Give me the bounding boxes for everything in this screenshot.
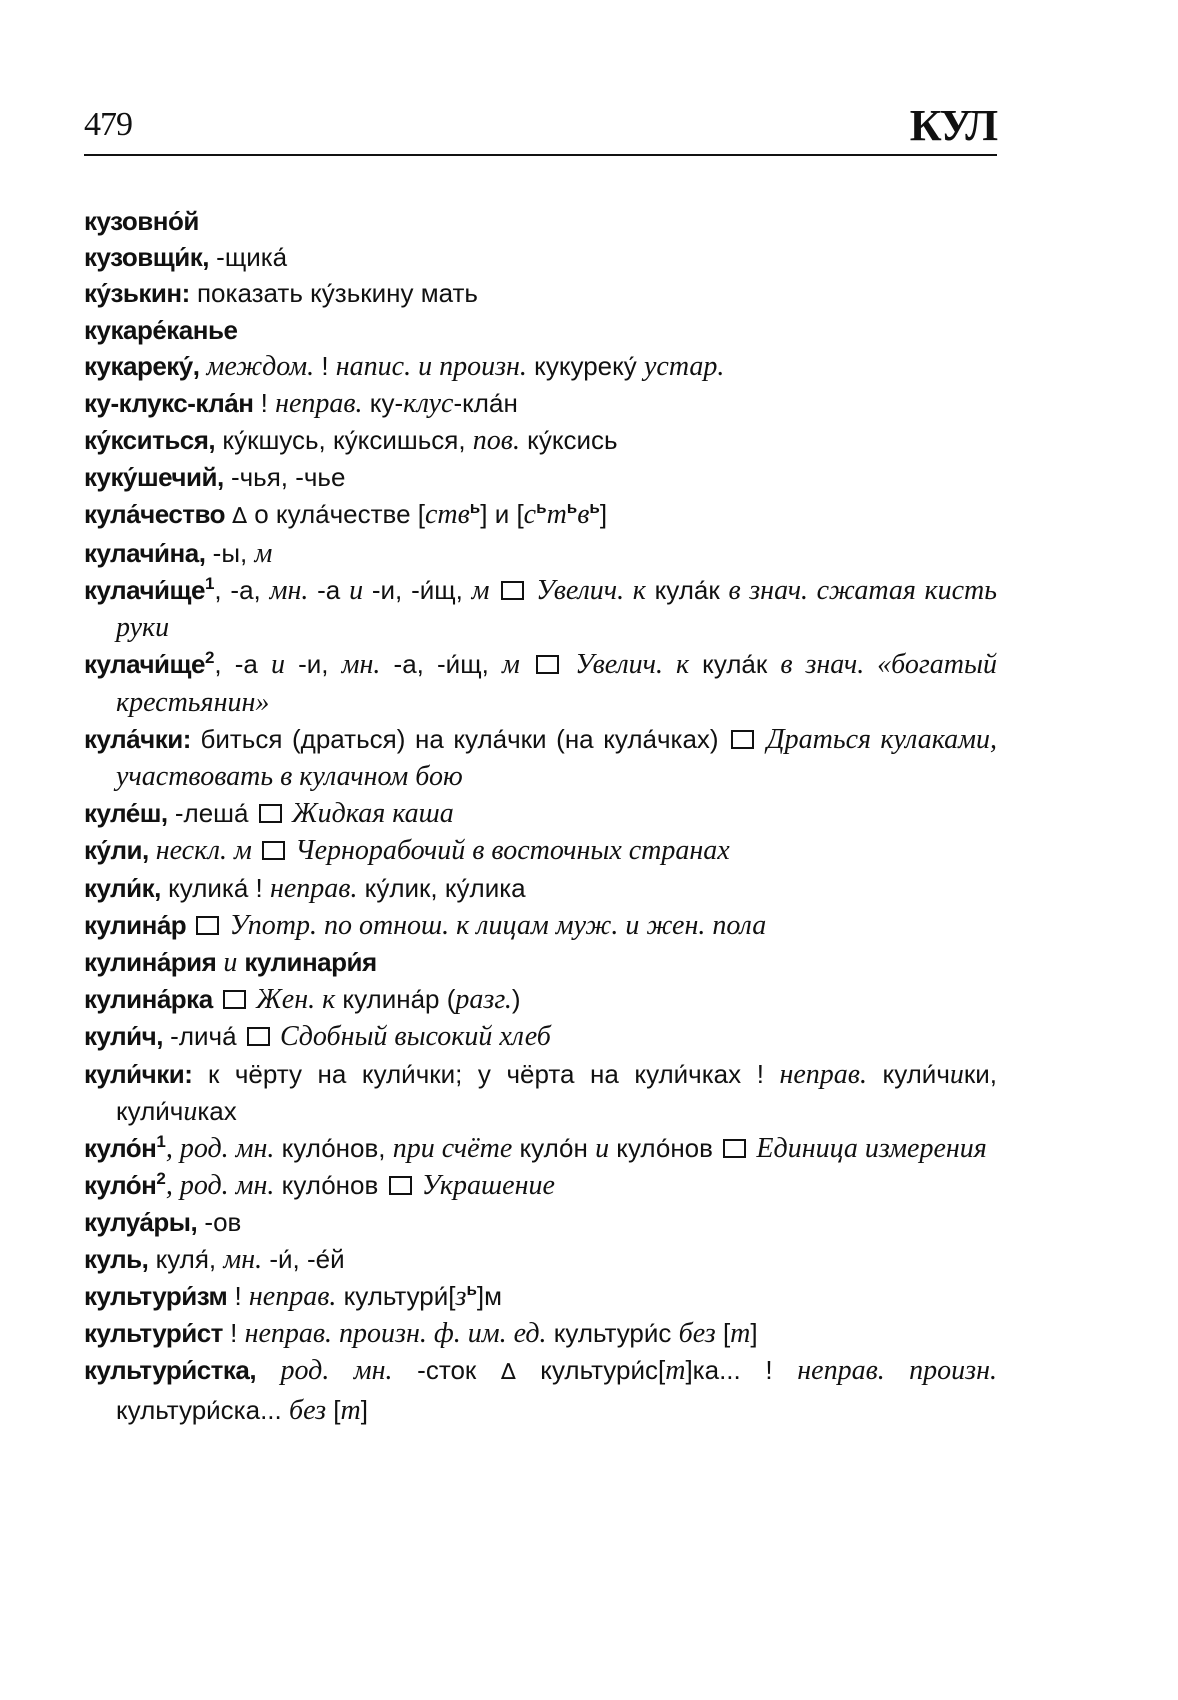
entry-text: культури́с[: [515, 1355, 666, 1386]
entry-text: -и́, -е́й: [262, 1243, 345, 1274]
entry-text: -лича́: [162, 1021, 237, 1052]
superscript: ь: [566, 497, 578, 517]
headword: кула́чки:: [84, 723, 191, 754]
italic-note: неправ.: [779, 1058, 867, 1090]
running-head: КУЛ: [909, 101, 997, 150]
entry-text: ку́кшусь, ку́ксишься,: [215, 425, 473, 456]
dictionary-entry-kulturizm: [84, 1278, 997, 1315]
italic-note: в знач. сжатая кисть руки: [116, 575, 998, 644]
entry-text: кулика́ !: [160, 872, 270, 903]
dictionary-entry-kukarekanye: [84, 312, 997, 348]
italic-note: неправ.: [275, 388, 363, 420]
italic-note: Увелич. к: [575, 649, 690, 681]
dictionary-entry-kulturistka: [84, 1352, 997, 1428]
entry-text: биться (драться) на кула́чки (на кула́чках): [190, 723, 719, 754]
dictionary-entry-ku-kluks-klan: [84, 385, 997, 422]
square-box-icon: [259, 804, 282, 823]
italic-note: междом.: [199, 350, 315, 382]
entry-text: ку-: [362, 388, 404, 419]
italic-note: неправ.: [269, 872, 358, 904]
entry-text: ку́лик, ку́лика: [357, 872, 526, 903]
dictionary-entry-kukushechiy: [84, 459, 997, 495]
headword: ку́кситься,: [84, 425, 216, 456]
entry-text: куло́нов,: [274, 1133, 393, 1164]
headword: кулуа́ры,: [84, 1207, 198, 1238]
entry-text: ]: [360, 1394, 368, 1425]
italic-note: неправ. произн. ф. им. ед.: [244, 1318, 547, 1350]
headword: куло́н: [84, 1133, 157, 1164]
italic-note: Украшение: [421, 1170, 555, 1202]
dictionary-entry-kulachina: [84, 535, 997, 572]
headword: культури́ст: [84, 1318, 223, 1349]
italic-note: род. мн.: [256, 1355, 393, 1387]
italic-note: Единица измерения: [756, 1133, 987, 1165]
dictionary-entry-kulich: [84, 1018, 997, 1055]
headword: кукареку́,: [84, 350, 200, 381]
italic-note: , род. мн.: [165, 1170, 275, 1202]
entry-text: [: [715, 1318, 731, 1349]
header-rule: [84, 154, 997, 156]
italic-note: при счёте: [392, 1133, 513, 1165]
headword: кули́к,: [84, 872, 161, 903]
entry-text: ]: [599, 498, 608, 529]
headword: кулачи́на,: [84, 537, 206, 568]
italic-note: м: [471, 575, 490, 607]
entry-text: ] и [: [480, 498, 524, 529]
entry-text: -ов: [197, 1207, 242, 1238]
entry-text: показать ку́зькину мать: [189, 278, 478, 309]
italic-note: Жен. к: [256, 984, 336, 1016]
entry-text: ]: [750, 1318, 758, 1349]
italic-note: в знач. «богатый крестьянин»: [116, 649, 997, 718]
italic-note: Чернорабочий в восточных странах: [295, 835, 730, 867]
italic-note: , род. мн.: [165, 1133, 275, 1165]
headword: кулина́рка: [84, 984, 213, 1015]
entry-text: ]ка... !: [685, 1355, 798, 1386]
headword: кузовщи́к,: [84, 242, 209, 273]
italic-note: и: [949, 1058, 964, 1090]
square-box-icon: [196, 916, 219, 935]
dictionary-entry-kulturist: [84, 1315, 997, 1352]
dictionary-entry-kulinar: [84, 907, 997, 944]
italic-note: и: [595, 1133, 610, 1165]
italic-note: и: [183, 1095, 198, 1127]
dictionary-entry-kuzovshchik: [84, 239, 997, 275]
dictionary-entry-kulinariya: [84, 944, 997, 981]
entry-text: кула́к: [645, 575, 729, 606]
italic-note: з: [455, 1280, 467, 1312]
entry-text: !: [314, 350, 336, 381]
entry-text: кула́к: [689, 649, 781, 680]
entry-text: ку́ксись: [519, 425, 618, 456]
headword: культури́зм: [84, 1280, 228, 1311]
triangle-icon: ∆: [232, 503, 247, 529]
dictionary-entry-kuksitsya: [84, 422, 997, 459]
entry-text: культури́[: [336, 1280, 456, 1311]
entry-text: -а, -и́щ,: [380, 649, 502, 680]
entry-text: о кула́честве [: [247, 498, 425, 529]
square-box-icon: [247, 1027, 270, 1046]
italic-note: м: [501, 649, 520, 681]
entry-text: -сток: [392, 1355, 501, 1386]
entry-text: ки, кули́ч: [116, 1058, 997, 1126]
italic-note: с: [523, 498, 537, 530]
square-box-icon: [223, 990, 246, 1009]
triangle-icon: ∆: [500, 1360, 516, 1386]
dictionary-entry-kuluary: [84, 1204, 997, 1240]
headword: кули́чки:: [84, 1058, 193, 1089]
square-box-icon: [731, 730, 754, 749]
headword: куле́ш,: [84, 798, 168, 829]
italic-note: неправ.: [248, 1280, 337, 1312]
italic-note: Употр. по отнош. к лицам муж. и жен. пола: [229, 909, 767, 941]
headword: куль,: [84, 1243, 149, 1274]
italic-note: и: [271, 649, 285, 681]
italic-note: в: [577, 498, 590, 530]
dictionary-entry-kukareku: [84, 348, 997, 385]
superscript: 2: [204, 648, 215, 668]
italic-note: Увелич. к: [536, 575, 646, 607]
entry-text: к чёрту на кули́чки; у чёрта на кули́чках !: [192, 1058, 780, 1089]
entry-text: куло́н: [512, 1133, 596, 1164]
entry-text: -и, -и́щ,: [363, 575, 472, 606]
superscript: 1: [156, 1132, 166, 1152]
superscript: ь: [589, 497, 600, 517]
superscript: ь: [469, 497, 481, 517]
dictionary-entry-kulachestvo: [84, 496, 997, 535]
entry-text: куло́нов: [609, 1133, 713, 1164]
superscript: ь: [536, 497, 547, 517]
dictionary-entry-kulachki: [84, 721, 997, 795]
dictionary-entry-kulon-1: [84, 1130, 997, 1167]
page-header: [84, 100, 997, 156]
dictionary-entry-kulik: [84, 870, 997, 907]
dictionary-entry-kul: [84, 1241, 997, 1278]
entry-text: кулина́р (: [335, 984, 456, 1015]
entry-text: !: [222, 1318, 245, 1349]
dictionary-entry-kulesh: [84, 795, 997, 832]
entry-text: [: [326, 1394, 341, 1425]
entry-text: -щика́: [208, 242, 288, 273]
entry-text: , -а,: [214, 575, 270, 606]
headword: кулинари́я: [244, 947, 377, 978]
square-box-icon: [262, 841, 285, 860]
headword: кукаре́канье: [84, 314, 238, 345]
headword: кулачи́ще: [84, 575, 205, 606]
dictionary-entries: [84, 203, 997, 1429]
headword: кула́чество: [84, 498, 226, 529]
entry-text: -кла́н: [453, 388, 518, 419]
italic-note: Жидкая каша: [291, 798, 454, 830]
entry-text: -и,: [285, 649, 342, 680]
dictionary-entry-kuzkin: [84, 275, 997, 311]
italic-note: мн.: [223, 1243, 263, 1275]
entry-text: ): [511, 984, 521, 1015]
entry-text: -леша́: [167, 798, 249, 829]
entry-text: кули́ч: [866, 1058, 950, 1089]
italic-note: клус: [403, 388, 454, 420]
entry-text: ках: [197, 1095, 237, 1126]
page-number: 479: [84, 106, 132, 143]
entry-text: !: [227, 1280, 249, 1311]
entry-text: ]м: [476, 1280, 502, 1311]
headword: ку́зькин:: [84, 278, 190, 309]
italic-note: без: [678, 1318, 716, 1350]
square-box-icon: [536, 655, 559, 674]
dictionary-entry-kuzovnoy: [84, 203, 997, 239]
square-box-icon: [389, 1176, 412, 1195]
entry-text: -а: [308, 575, 350, 606]
entry-text: культури́ска...: [116, 1394, 289, 1425]
italic-note: Сдобный высокий хлеб: [280, 1021, 551, 1053]
italic-note: и: [349, 575, 364, 607]
headword: кулачи́ще: [84, 649, 205, 680]
entry-text: кукуреку́: [526, 350, 644, 381]
superscript: ь: [466, 1279, 477, 1299]
italic-note: т: [665, 1355, 686, 1387]
headword: кулина́рия: [84, 947, 217, 978]
italic-note: и: [216, 947, 245, 979]
entry-text: куло́нов: [274, 1170, 379, 1201]
superscript: 1: [204, 574, 215, 594]
square-box-icon: [501, 581, 524, 600]
headword: кулина́р: [84, 909, 187, 940]
entry-text: -ы,: [205, 537, 255, 568]
dictionary-entry-kuli: [84, 832, 997, 869]
italic-note: устар.: [644, 350, 725, 382]
headword: кули́ч,: [84, 1021, 163, 1052]
dictionary-entry-kulachishche-1: [84, 572, 997, 646]
italic-note: без: [288, 1394, 327, 1426]
entry-text: -чья, -чье: [223, 462, 346, 493]
headword: ку-клукс-кла́н: [84, 388, 254, 419]
headword: культури́стка,: [84, 1355, 257, 1386]
superscript: 2: [156, 1169, 166, 1189]
italic-note: мн.: [269, 575, 309, 607]
dictionary-entry-kulachishche-2: [84, 646, 997, 720]
italic-note: напис. и произн.: [335, 350, 527, 382]
headword: кузовно́й: [84, 206, 199, 236]
italic-note: неправ. произн.: [797, 1355, 997, 1387]
dictionary-entry-kulon-2: [84, 1167, 997, 1204]
italic-note: нескл. м: [148, 835, 252, 867]
italic-note: т: [730, 1318, 751, 1350]
square-box-icon: [723, 1139, 746, 1158]
italic-note: м: [254, 537, 273, 569]
entry-text: , -а: [214, 649, 271, 680]
italic-note: пов.: [472, 425, 520, 457]
dictionary-entry-kulinarka: [84, 981, 997, 1018]
dictionary-entry-kulichki: [84, 1056, 997, 1130]
italic-note: разг.: [455, 984, 512, 1016]
italic-note: Драться кулаками, участвовать в кулачном бою: [116, 723, 997, 793]
italic-note: мн.: [341, 649, 381, 681]
italic-note: ств: [424, 498, 470, 530]
italic-note: т: [546, 498, 567, 530]
italic-note: т: [340, 1394, 361, 1426]
entry-text: культури́с: [546, 1318, 679, 1349]
headword: куло́н: [84, 1170, 157, 1201]
headword: ку́ли,: [84, 835, 149, 866]
entry-text: куля́,: [148, 1243, 224, 1274]
headword: куку́шечий,: [84, 462, 224, 493]
entry-text: !: [253, 388, 276, 419]
